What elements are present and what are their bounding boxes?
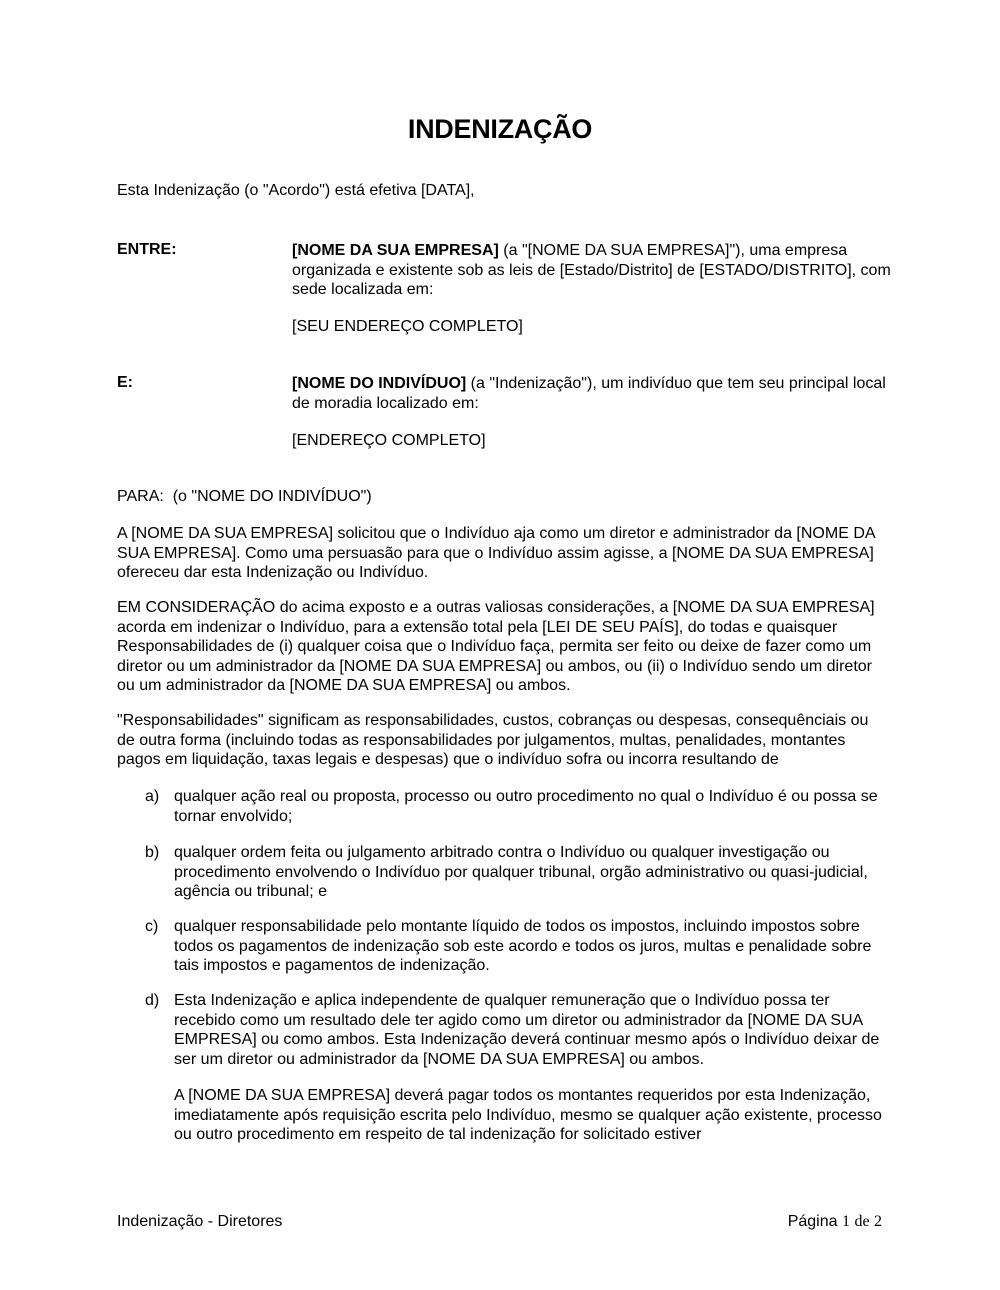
list-item-c: [145, 917, 890, 976]
party-company-name: [NOME DA SUA EMPRESA]: [292, 242, 499, 259]
list-marker: b): [145, 844, 160, 861]
footer-page-total: 2: [874, 1213, 882, 1230]
paragraph-consideration: EM CONSIDERAÇÃO do acima exposto e a outras valiosas considerações, a [NOME DA SUA EMPRESA] acorda em indenizar o Indivíduo, para a extensão total pela [LEI DE SEU PAÍS], do todas e quaisquer Responsabilidades de (i) qualquer coisa que o Indivíduo faça, permita ser feito ou deixe de fazer como um diretor ou um administrador da [NOME DA SUA EMPRESA] ou ambos, ou (ii) o Indivíduo sendo um diretor ou um administrador da [NOME DA SUA EMPRESA] ou ambos.: [117, 599, 875, 694]
list-item-text: qualquer ordem feita ou julgamento arbitrado contra o Indivíduo ou qualquer investigação ou procedimento envolvendo o Indivíduo por qualquer tribunal, orgão administrativo ou quasi-judicial, agência ou tribunal; e: [174, 844, 868, 900]
list-item-text: Esta Indenização e aplica independente de qualquer remuneração que o Indivíduo possa ter recebido como um resultado dele ter agido como um diretor ou administrador da [NOME DA SUA EMPRESA] ou como ambos. Esta Indenização deverá continuar mesmo após o Indivíduo deixar de ser um diretor ou administrador da [NOME DA SUA EMPRESA] ou ambos.: [174, 992, 880, 1068]
party-label-entre: ENTRE:: [117, 241, 177, 258]
list-marker: d): [145, 992, 160, 1009]
list-item-d: [145, 991, 890, 1069]
footer-page-of: de: [854, 1213, 870, 1230]
list-item-a: [145, 787, 890, 826]
list-item-text: qualquer ação real ou proposta, processo ou outro procedimento no qual o Indivíduo é ou possa se tornar envolvido;: [174, 788, 878, 825]
party-individual-address: [ENDEREÇO COMPLETO]: [292, 432, 486, 449]
para-line: PARA: (o "NOME DO INDIVÍDUO"): [117, 488, 372, 505]
party-label-e: E:: [117, 374, 133, 391]
footer-page-label: Página: [787, 1213, 838, 1230]
party-individual-description: (a "Indenização"), um indivíduo que tem seu principal local de moradia localizado em:: [292, 375, 886, 412]
party-company-description: (a "[NOME DA SUA EMPRESA]"), uma empresa organizada e existente sob as leis de [Estado/Distrito] de [ESTADO/DISTRITO], com sede localizada em:: [292, 242, 891, 298]
list-item-text: qualquer responsabilidade pelo montante líquido de todos os impostos, incluindo impostos sobre todos os pagamentos de indenização sob este acordo e todos os juros, multas e penalidade sobre tais impostos e pagamentos de indenização.: [174, 918, 872, 974]
footer-page-number: [788, 1213, 882, 1231]
footer-document-name: Indenização - Diretores: [117, 1213, 283, 1230]
paragraph-responsibilities: "Responsabilidades" significam as responsabilidades, custos, cobranças ou despesas, consequênciais ou de outra forma (incluindo todas as responsabilidades por julgamentos, multas, penalidades, montantes pagos em liquidação, taxas legais e despesas) que o indivíduo sofra ou incorra resultando de: [117, 712, 869, 768]
list-marker: c): [145, 918, 159, 935]
sub-paragraph-payment: A [NOME DA SUA EMPRESA] deverá pagar todos os montantes requeridos por esta Indenização, imediatamente após requisição escrita pelo Indivíduo, mesmo se qualquer ação existente, processo ou outro procedimento em respeito de tal indenização for solicitado estiver: [174, 1087, 882, 1143]
party-company: [292, 241, 892, 300]
party-individual: [292, 374, 892, 413]
intro-paragraph: Esta Indenização (o "Acordo") está efetiva [DATA],: [117, 182, 475, 199]
party-individual-name: [NOME DO INDIVÍDUO]: [292, 375, 467, 392]
footer-page-current: 1: [841, 1213, 850, 1230]
document-title: INDENIZAÇÃO: [407, 114, 593, 144]
party-company-address: [SEU ENDEREÇO COMPLETO]: [292, 318, 523, 335]
list-item-b: [145, 843, 890, 902]
paragraph-request: A [NOME DA SUA EMPRESA] solicitou que o Indivíduo aja como um diretor e administrador da [NOME DA SUA EMPRESA]. Como uma persuasão para que o Indivíduo assim agisse, a [NOME DA SUA EMPRESA] ofereceu dar esta Indenização ou Indivíduo.: [117, 525, 875, 581]
list-marker: a): [145, 788, 160, 805]
